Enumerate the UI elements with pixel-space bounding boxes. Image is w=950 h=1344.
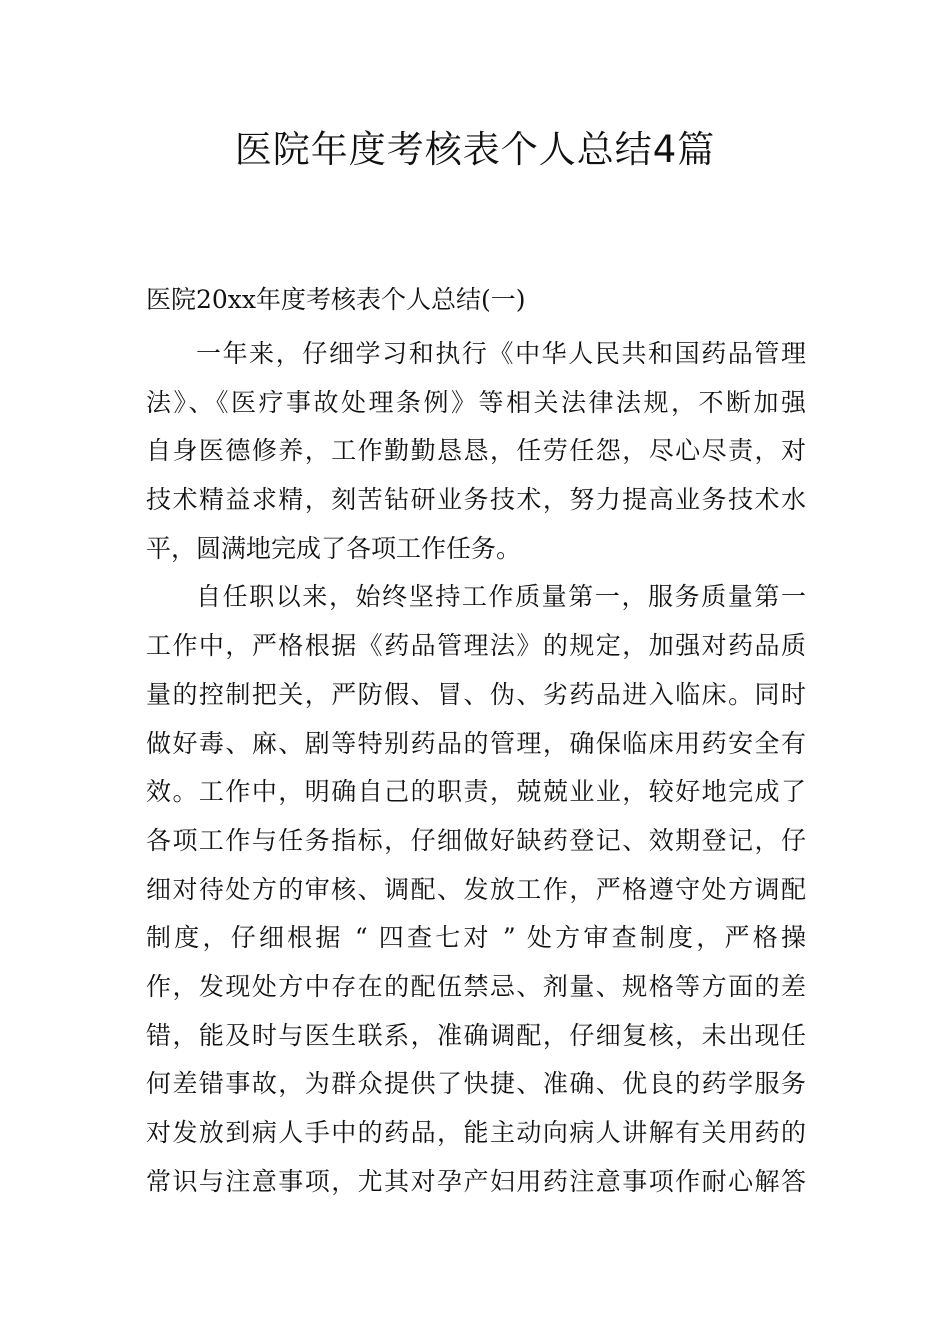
text-line: 作，发现处方中存在的配伍禁忌、剂量、规格等方面的差 bbox=[146, 971, 806, 1001]
section-subtitle: 医院20xx年度考核表个人总结(一) bbox=[146, 285, 526, 314]
text-line: 细对待处方的审核、调配、发放工作，严格遵守处方调配 bbox=[146, 874, 806, 904]
text-line: 自身医德修养，工作勤勤恳恳，任劳任怨，尽心尽责，对 bbox=[146, 436, 806, 466]
document-body bbox=[146, 330, 806, 1206]
paragraph-2 bbox=[146, 573, 806, 1206]
text-line: 工作中，严格根据《药品管理法》的规定，加强对药品质 bbox=[146, 631, 806, 661]
text-line: 效。工作中，明确自己的职责，兢兢业业，较好地完成了 bbox=[146, 777, 806, 807]
text-line: 各项工作与任务指标，仔细做好缺药登记、效期登记，仔 bbox=[146, 825, 806, 855]
text-line: 错，能及时与医生联系，准确调配，仔细复核，未出现任 bbox=[146, 1020, 806, 1050]
text-line: 制度，仔细根据 “ 四查七对 ” 处方审查制度，严格操 bbox=[146, 923, 806, 953]
text-line: 何差错事故，为群众提供了快捷、准确、优良的药学服务 bbox=[146, 1069, 806, 1099]
text-line: 技术精益求精，刻苦钻研业务技术，努力提高业务技术水 bbox=[146, 485, 806, 515]
text-line: 法》、《医疗事故处理条例》等相关法律法规，不断加强 bbox=[146, 387, 806, 417]
text-line: 量的控制把关，严防假、冒、伪、劣药品进入临床。同时 bbox=[146, 679, 806, 709]
text-line: 自任职以来，始终坚持工作质量第一，服务质量第一 bbox=[196, 582, 806, 612]
text-line: 对发放到病人手中的药品，能主动向病人讲解有关用药的 bbox=[146, 1118, 806, 1147]
text-line: 做好毒、麻、剧等特别药品的管理，确保临床用药安全有 bbox=[146, 728, 806, 758]
text-line: 平，圆满地完成了各项工作任务。 bbox=[146, 533, 522, 563]
text-line: 常识与注意事项，尤其对孕产妇用药注意事项作耐心解答 bbox=[146, 1166, 806, 1196]
text-line: 一年来，仔细学习和执行《中华人民共和国药品管理 bbox=[196, 339, 806, 368]
paragraph-1 bbox=[146, 330, 806, 573]
document-title: 医院年度考核表个人总结4篇 bbox=[234, 128, 716, 171]
